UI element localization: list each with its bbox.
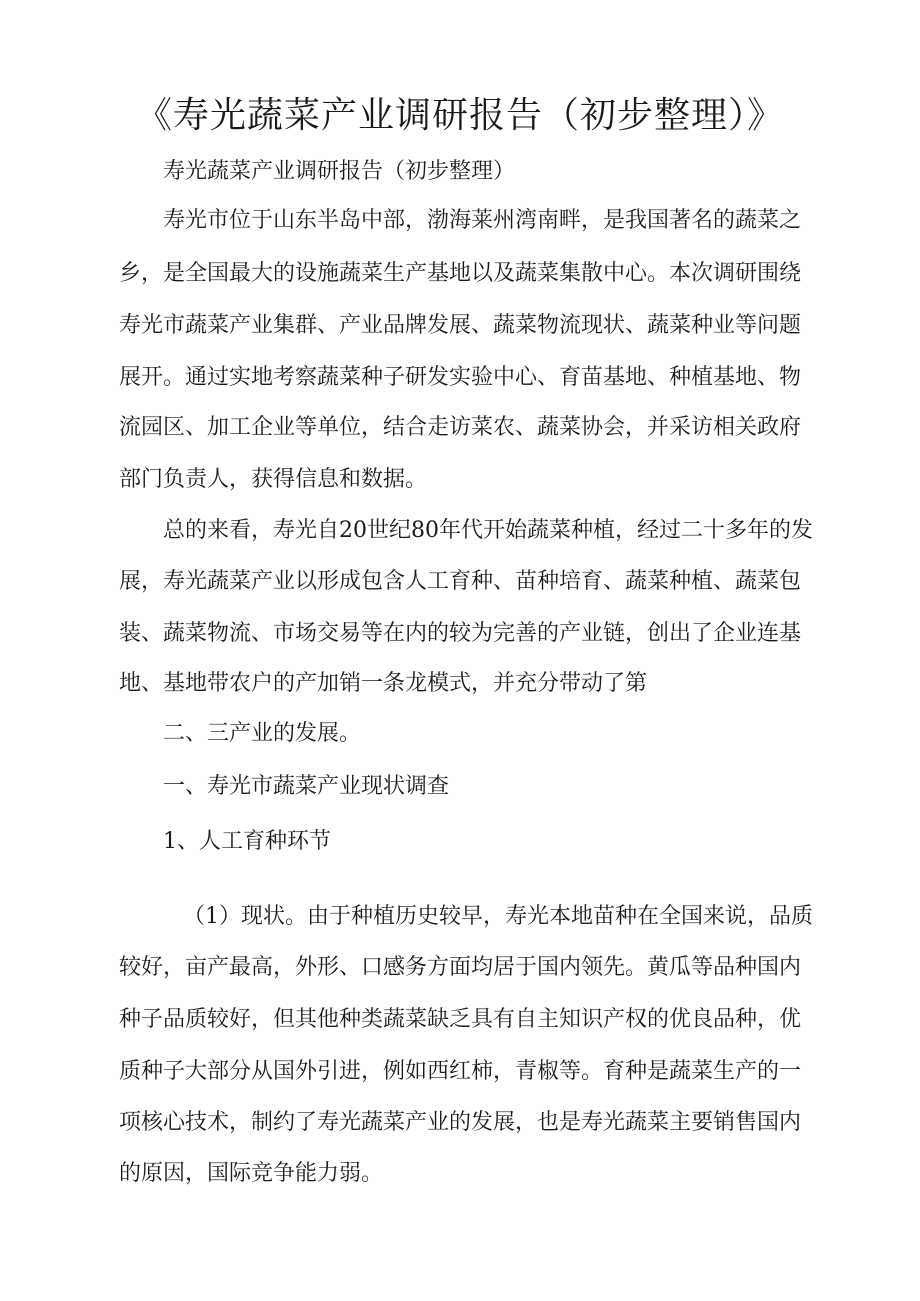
paragraph-2-line: 装、蔬菜物流、市场交易等在内的较为完善的产业链，创出了企业连基 xyxy=(119,621,802,646)
paragraph-3: 二、三产业的发展。 xyxy=(163,721,362,746)
paragraph-4-line: 质种子大部分从国外引进，例如西红柿，青椒等。育种是蔬菜生产的一 xyxy=(119,1059,802,1084)
paragraph-1-line: 乡，是全国最大的设施蔬菜生产基地以及蔬菜集散中心。本次调研围绕 xyxy=(119,261,802,286)
paragraph-1-line: 流园区、加工企业等单位，结合走访菜农、蔬菜协会，并采访相关政府 xyxy=(119,415,802,440)
paragraph-2-line: 地、基地带农户的产加销一条龙模式，并充分带动了第 xyxy=(119,671,648,696)
paragraph-1-line: 展开。通过实地考察蔬菜种子研发实验中心、育苗基地、种植基地、物 xyxy=(119,365,802,390)
subsection-heading: 1、人工育种环节 xyxy=(163,829,331,854)
paragraph-2-line: 总的来看，寿光自20世纪80年代开始蔬菜种植，经过二十多年的发 xyxy=(163,518,813,543)
paragraph-2-line: 展，寿光蔬菜产业以形成包含人工育种、苗种培育、蔬菜种植、蔬菜包 xyxy=(119,569,802,594)
paragraph-1-line: 部门负责人，获得信息和数据。 xyxy=(119,467,428,492)
paragraph-4-line: 的原因，国际竞争能力弱。 xyxy=(119,1161,384,1186)
document-subtitle: 寿光蔬菜产业调研报告（初步整理） xyxy=(163,159,516,184)
section-heading: 一、寿光市蔬菜产业现状调查 xyxy=(163,774,450,799)
paragraph-1-line: 寿光市蔬菜产业集群、产业品牌发展、蔬菜物流现状、蔬菜种业等问题 xyxy=(119,313,802,338)
document-title: 《寿光蔬菜产业调研报告（初步整理）》 xyxy=(135,95,784,136)
paragraph-4-line: （1）现状。由于种植历史较早，寿光本地苗种在全国来说，品质 xyxy=(183,904,813,929)
paragraph-4-line: 项核心技术，制约了寿光蔬菜产业的发展，也是寿光蔬菜主要销售国内 xyxy=(119,1110,802,1135)
paragraph-4-line: 种子品质较好，但其他种类蔬菜缺乏具有自主知识产权的优良品种，优 xyxy=(119,1007,802,1032)
paragraph-1-line: 寿光市位于山东半岛中部，渤海莱州湾南畔，是我国著名的蔬菜之 xyxy=(163,208,802,233)
paragraph-4-line: 较好，亩产最高，外形、口感务方面均居于国内领先。黄瓜等品种国内 xyxy=(119,955,802,980)
